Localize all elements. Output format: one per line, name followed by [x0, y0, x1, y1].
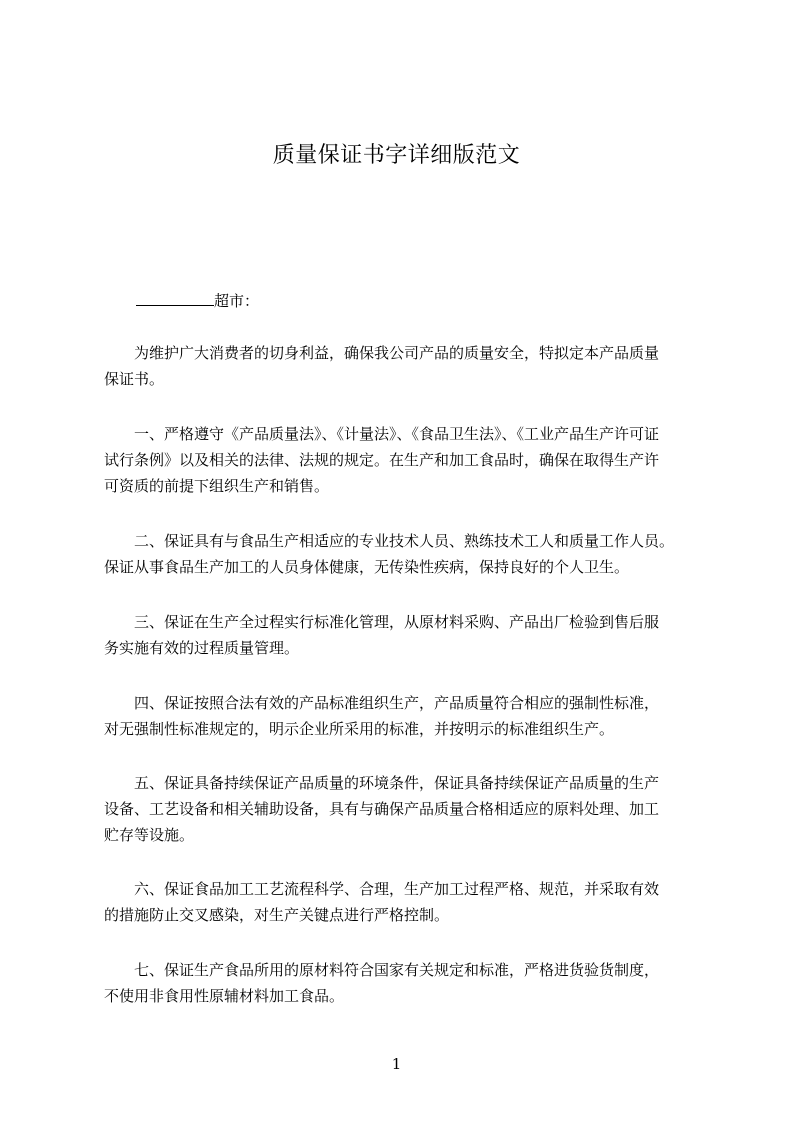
paragraph-line: 不使用非食用性原辅材料加工食品。: [104, 987, 345, 1005]
paragraph-line: 务实施有效的过程质量管理。: [104, 639, 300, 657]
paragraph-line: 可资质的前提下组织生产和销售。: [104, 477, 330, 495]
page-number: 1: [391, 1055, 402, 1073]
paragraph-line: 对无强制性标准规定的，明示企业所采用的标准，并按明示的标准组织生产。: [104, 720, 615, 738]
document-title: 质量保证书字详细版范文: [272, 143, 521, 168]
paragraph-line: 五、保证具备持续保证产品质量的环境条件，保证具备持续保证产品质量的生产: [104, 774, 660, 792]
paragraph-clause-6: [104, 876, 710, 928]
paragraph-clause-2: [104, 528, 710, 580]
paragraph-line: 一、严格遵守《产品质量法》、《计量法》、《食品卫生法》、《工业产品生产许可证: [104, 425, 660, 443]
salutation: [136, 288, 259, 314]
paragraph-line: 保证从事食品生产加工的人员身体健康，无传染性疾病，保持良好的个人卫生。: [104, 558, 630, 576]
paragraph-clause-7: [104, 957, 710, 1009]
paragraph-line: 二、保证具有与食品生产相适应的专业技术人员、熟练技术工人和质量工作人员。: [104, 532, 675, 550]
paragraph-line: 的措施防止交叉感染，对生产关键点进行严格控制。: [104, 906, 450, 924]
paragraph-line: 七、保证生产食品所用的原材料符合国家有关规定和标准，严格进货验货制度，: [104, 961, 660, 979]
paragraph-line: 设备、工艺设备和相关辅助设备，具有与确保产品质量合格相适应的原料处理、加工: [104, 800, 660, 818]
paragraph-line: 三、保证在生产全过程实行标准化管理，从原材料采购、产品出厂检验到售后服: [104, 613, 660, 631]
paragraph-line: 为维护广大消费者的切身利益，确保我公司产品的质量安全，特拟定本产品质量: [104, 344, 660, 362]
paragraph-line: 保证书。: [104, 370, 165, 388]
paragraph-line: 贮存等设施。: [104, 826, 195, 844]
paragraph-line: 六、保证食品加工工艺流程科学、合理，生产加工过程严格、规范，并采取有效: [104, 880, 660, 898]
paragraph-clause-5: [104, 770, 710, 848]
salutation-blank-line: [136, 291, 214, 306]
paragraph-clause-1: [104, 421, 710, 499]
salutation-text: 超市：: [214, 292, 260, 310]
paragraph-line: 四、保证按照合法有效的产品标准组织生产，产品质量符合相应的强制性标准，: [104, 694, 660, 712]
paragraph-line: 试行条例》以及相关的法律、法规的规定。在生产和加工食品时，确保在取得生产许: [104, 451, 660, 469]
paragraph-intro: [104, 340, 710, 392]
paragraph-clause-3: [104, 609, 710, 661]
paragraph-clause-4: [104, 690, 710, 742]
